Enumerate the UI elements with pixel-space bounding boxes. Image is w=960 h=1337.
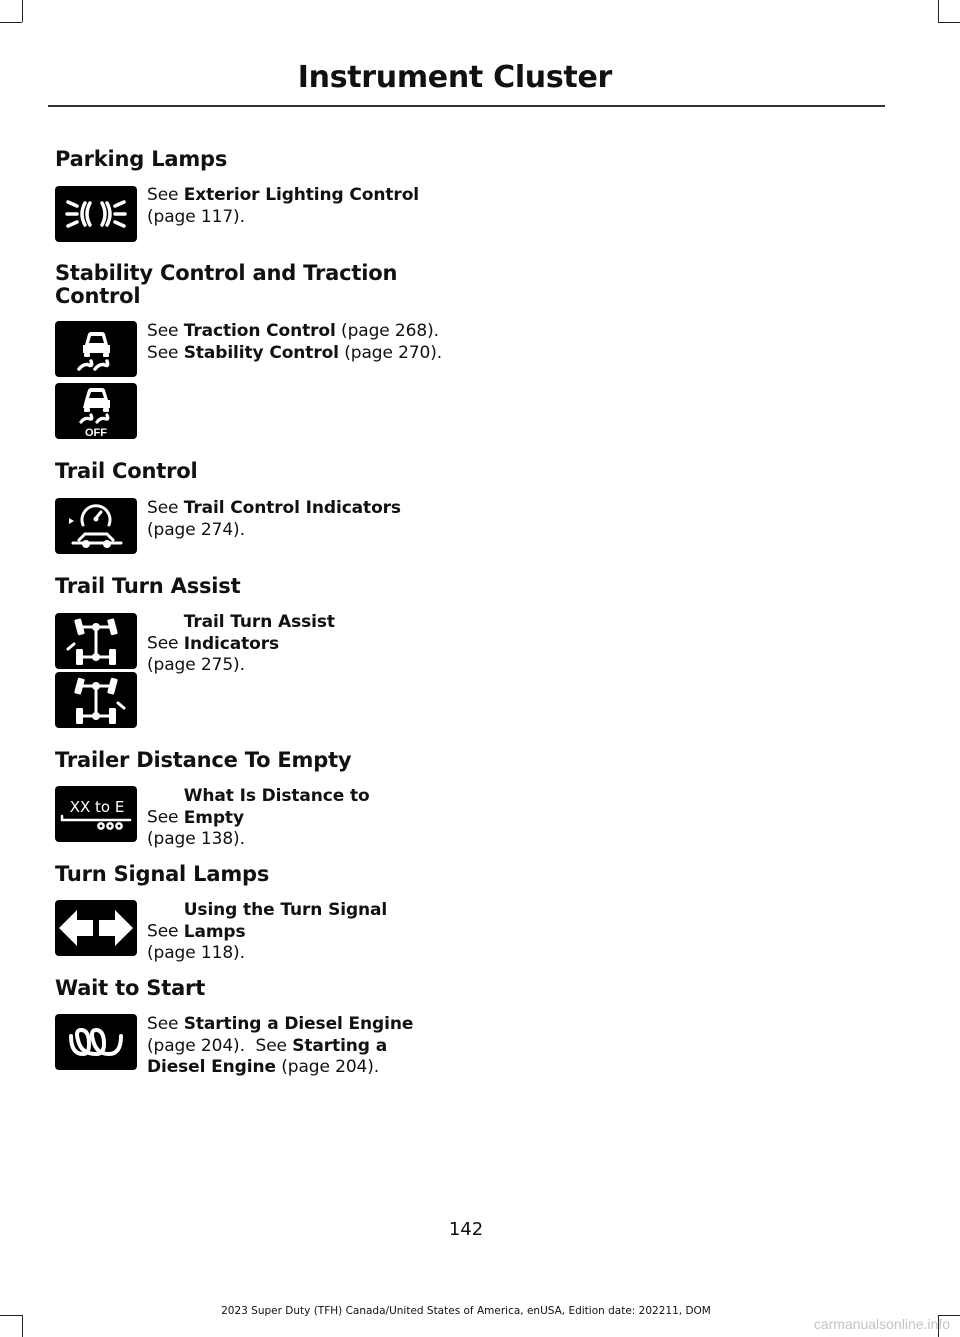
traction-control-off-icon: [55, 383, 137, 439]
crop-mark: [938, 22, 960, 23]
see-prefix: See: [147, 321, 184, 341]
section-heading-parking-lamps: Parking Lamps: [55, 147, 228, 171]
reference-link[interactable]: Exterior Lighting Control: [183, 185, 419, 205]
section-heading-stability-control: Stability Control and Traction Control: [55, 261, 398, 308]
see-prefix: See: [147, 498, 184, 518]
reference-text: [147, 900, 447, 965]
trailer-distance-to-empty-icon: [55, 786, 137, 842]
trail-control-icon: [55, 498, 137, 554]
parking-lamps-icon: [55, 186, 137, 242]
reference-link[interactable]: Starting a Diesel Engine: [183, 1014, 414, 1034]
trail-turn-assist-left-icon: [55, 613, 137, 669]
traction-control-icon: [55, 321, 137, 377]
crop-mark: [938, 0, 939, 22]
section-heading-turn-signal-lamps: Turn Signal Lamps: [55, 862, 270, 886]
see-prefix: See: [255, 1035, 293, 1056]
crop-mark: [0, 22, 22, 23]
footer-edition-text: 2023 Super Duty (TFH) Canada/United States of America, enUSA, Edition date: 202211, DOM: [221, 1305, 711, 1317]
crop-mark: [22, 1315, 23, 1337]
page-title: Instrument Cluster: [297, 60, 612, 95]
see-prefix: See: [147, 807, 184, 828]
reference-text: [147, 185, 447, 228]
see-prefix: See: [147, 1014, 184, 1034]
page-reference: (page 204).: [281, 1057, 380, 1077]
see-prefix: See: [147, 185, 184, 205]
page-reference: (page 117).: [147, 206, 245, 227]
header-divider: [48, 105, 885, 107]
page-reference: (page 138).: [147, 829, 245, 849]
section-heading-trail-turn-assist: Trail Turn Assist: [55, 574, 241, 598]
reference-link[interactable]: Using the Turn Signal Lamps: [183, 900, 388, 942]
reference-text: [147, 1014, 447, 1079]
reference-link[interactable]: Traction Control: [183, 321, 336, 341]
reference-text: [147, 786, 447, 851]
reference-text: [147, 498, 447, 541]
reference-text: [147, 321, 447, 364]
reference-text: [147, 612, 447, 677]
reference-link[interactable]: Trail Control Indicators: [183, 498, 401, 518]
off-label: OFF: [85, 427, 107, 439]
page-reference: (page 270).: [344, 342, 443, 363]
reference-link[interactable]: Stability Control: [183, 342, 339, 363]
page-reference: (page 274).: [147, 519, 245, 540]
page-reference: (page 204).: [147, 1035, 245, 1056]
crop-mark: [22, 0, 23, 22]
xx-to-e-label: XX to E: [69, 798, 125, 816]
page-reference: (page 268).: [341, 321, 439, 341]
reference-link[interactable]: Trail Turn Assist Indicators: [183, 612, 335, 654]
page-reference: (page 118).: [147, 943, 245, 963]
section-heading-trail-control: Trail Control: [55, 459, 198, 483]
reference-link[interactable]: What Is Distance to Empty: [183, 786, 370, 828]
reference-link[interactable]: Starting a Diesel Engine: [147, 1035, 388, 1077]
glow-plug-coil-icon: [55, 1014, 137, 1070]
watermark: carmanualsonline.info: [813, 1316, 950, 1332]
see-prefix: See: [147, 342, 184, 363]
section-heading-wait-to-start: Wait to Start: [55, 976, 206, 1000]
see-prefix: See: [147, 633, 184, 654]
turn-signal-arrows-icon: [55, 900, 137, 956]
page-number: 142: [448, 1219, 484, 1240]
trail-turn-assist-right-icon: [55, 672, 137, 728]
see-prefix: See: [147, 921, 184, 942]
page-reference: (page 275).: [147, 655, 245, 675]
section-heading-trailer-dte: Trailer Distance To Empty: [55, 748, 352, 772]
